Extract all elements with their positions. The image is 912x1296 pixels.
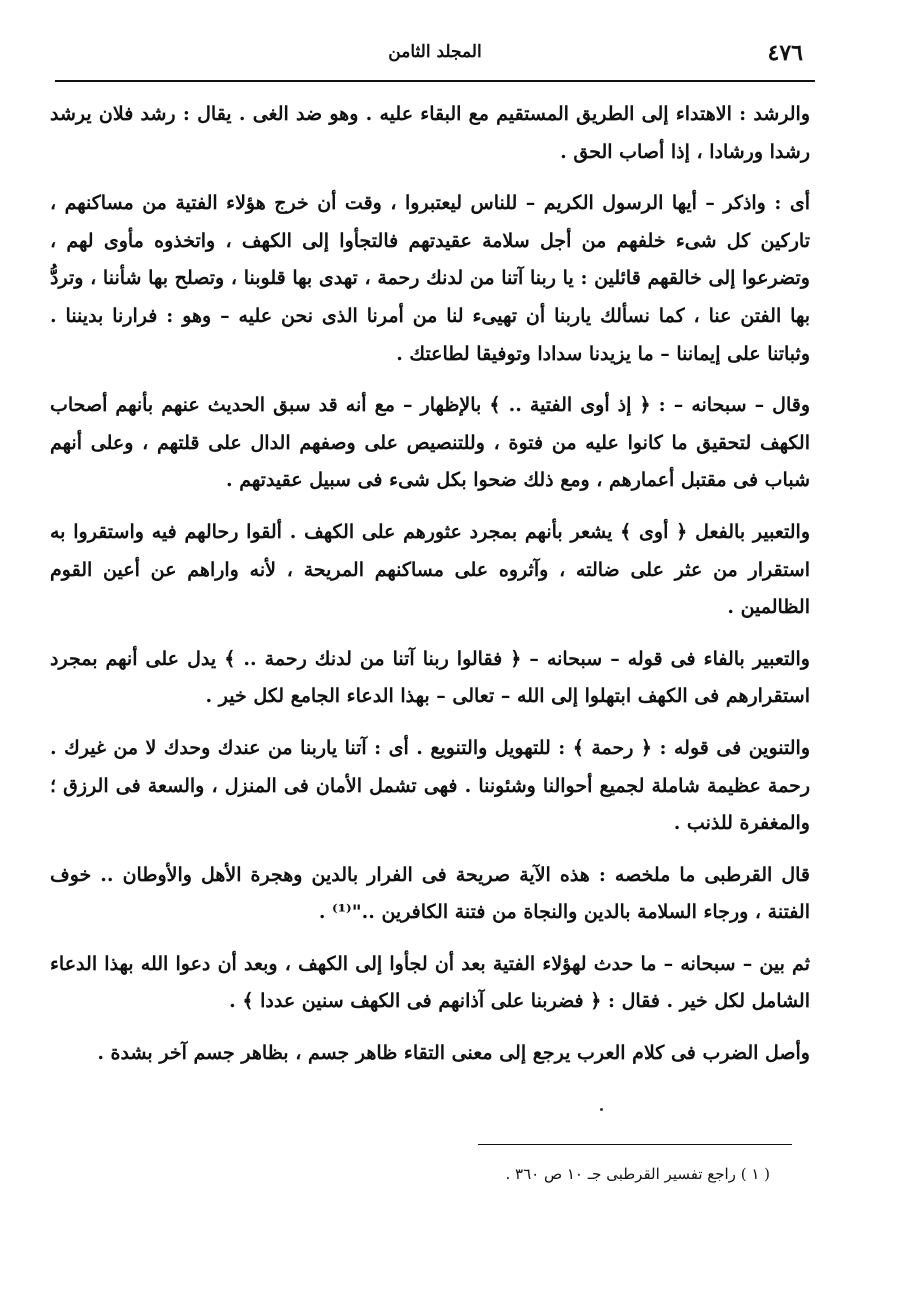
page-number: ٤٧٦	[767, 40, 803, 66]
paragraph: والتعبير بالفاء فى قوله – سبحانه – ﴿ فقالوا ربنا آتنا من لدنك رحمة .. ﴾ يدل على أنهم بمجرد استقرارهم فى الكهف ابتهلوا إلى الله – تعالى – بهذا الدعاء الجامع لكل خير .	[50, 647, 810, 708]
body-text	[50, 96, 810, 1087]
paragraph: والتعبير بالفعل ﴿ أوى ﴾ يشعر بأنهم بمجرد عثورهم على الكهف . ألقوا رحالهم فيه واستقروا به استقرار من عثر على ضالته ، وآثروه على مساكنهم المريحة ، لأنه واراهم عن أعين القوم الظالمين .	[50, 520, 810, 619]
print-speck	[600, 1108, 603, 1111]
paragraph: قال القرطبى ما ملخصه : هذه الآية صريحة فى الفرار بالدين وهجرة الأهل والأوطان .. خوف الفتنة ، ورجاء السلامة بالدين والنجاة من فتنة الكافرين .."⁽¹⁾ .	[50, 863, 810, 924]
footnote-divider	[478, 1144, 792, 1145]
paragraph: وقال – سبحانه – : ﴿ إذ أوى الفتية .. ﴾ بالإظهار – مع أنه قد سبق الحديث عنهم بأنهم أصحاب الكهف لتحقيق ما كانوا عليه من فتوة ، وللتنصيص على وصفهم الدال على قلتهم ، وعلى أنهم شباب فى مقتبل أعمارهم ، ومع ذلك ضحوا بكل شىء فى سبيل عقيدتهم .	[50, 394, 810, 492]
paragraph: وأصل الضرب فى كلام العرب يرجع إلى معنى التقاء ظاهر جسم ، بظاهر جسم آخر بشدة .	[97, 1042, 810, 1065]
footnote: ( ١ ) راجع تفسير القرطبى جـ ١٠ ص ٣٦٠ .	[505, 1165, 770, 1183]
paragraph: أى : واذكر – أيها الرسول الكريم – للناس ليعتبروا ، وقت أن خرج هؤلاء الفتية من مساكنهم ، تاركين كل شىء خلفهم من أجل سلامة عقيدتهم فالتجأوا إلى الكهف ، واتخذوه مأوى لهم ، وتضرعوا إلى خالقهم قائلين : يا ربنا آتنا من لدنك رحمة ، تهدى بها قلوبنا ، وتصلح بها شأننا ، وتردُّ بها الفتن عنا ، كما نسألك ياربنا أن تهيىء لنا من أمرنا الذى نحن عليه – وهو : فرارنا بديننا . وثباتنا على إيماننا – ما يزيدنا سدادا وتوفيقا لطاعتك .	[50, 192, 810, 365]
paragraph: والرشد : الاهتداء إلى الطريق المستقيم مع البقاء عليه . وهو ضد الغى . يقال : رشد فلان يرشد رشدا ورشادا ، إذا أصاب الحق .	[50, 103, 810, 163]
header-divider	[55, 80, 815, 82]
paragraph: والتنوين فى قوله : ﴿ رحمة ﴾ : للتهويل والتنويع . أى : آتنا ياربنا من عندك وحدك لا من غيرك . رحمة عظيمة شاملة لجميع أحوالنا وشئوننا . فهى تشمل الأمان فى المنزل ، والسعة فى الرزق ؛ والمغفرة للذنب .	[50, 736, 810, 835]
volume-title: المجلد الثامن	[388, 42, 482, 62]
paragraph: ثم بين – سبحانه – ما حدث لهؤلاء الفتية بعد أن لجأوا إلى الكهف ، وبعد أن دعوا الله بهذا الدعاء الشامل لكل خير . فقال : ﴿ فضربنا على آذانهم فى الكهف سنين عددا ﴾ .	[50, 952, 810, 1013]
page-header	[55, 38, 815, 78]
